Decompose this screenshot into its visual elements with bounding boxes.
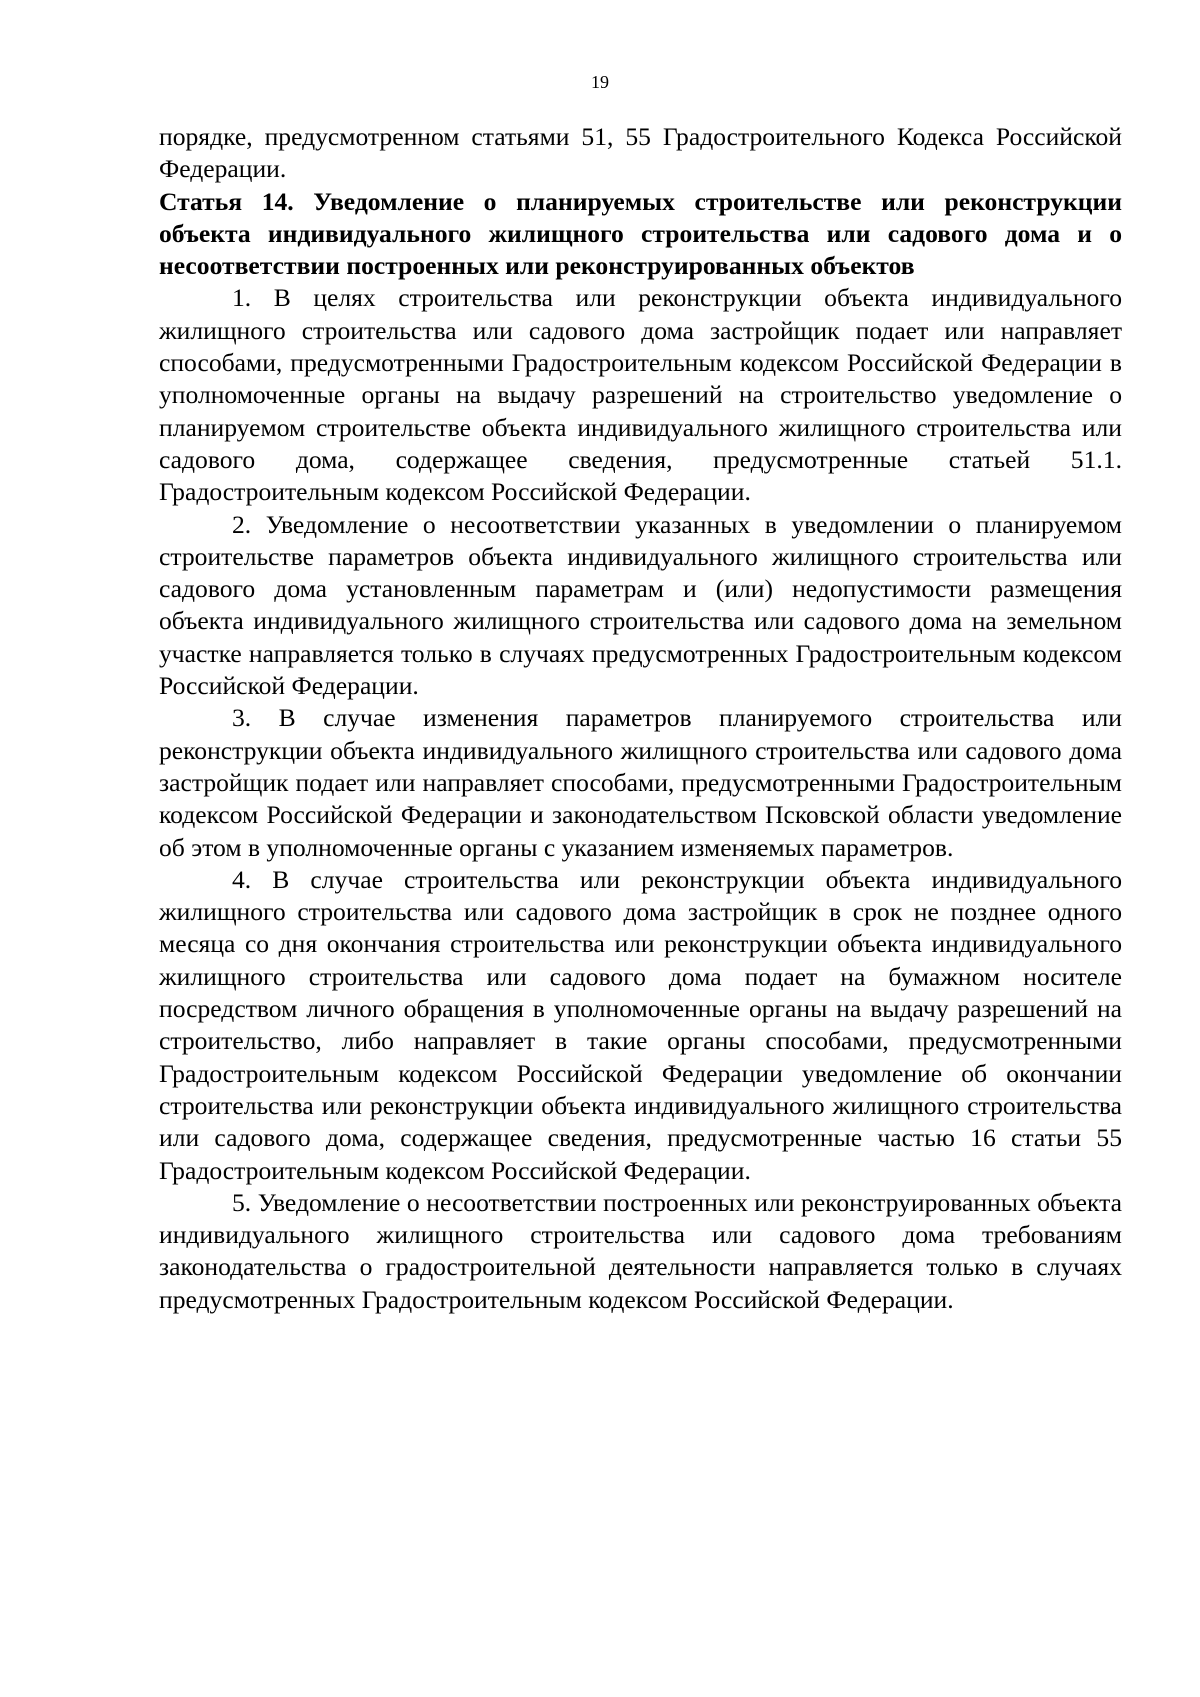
article-heading: Статья 14. Уведомление о планируемых строительстве или реконструкции объекта индивидуального жилищного строительства или садового дома и о несоответствии построенных или реконструированных объектов [159, 186, 1122, 281]
article-paragraph-5: 5. Уведомление о несоответствии построенных или реконструированных объекта индивидуального жилищного строительства или садового дома требованиям законодательства о градостроительной деятельности направляется только в случаях предусмотренных Градостроительным кодексом Российской Федерации. [159, 1187, 1122, 1314]
continuation-paragraph: порядке, предусмотренном статьями 51, 55 Градостроительного Кодекса Российской Федерации. [159, 122, 1122, 184]
document-body [159, 121, 1122, 1316]
article-paragraph-3: 3. В случае изменения параметров планируемого строительства или реконструкции объекта индивидуального жилищного строительства или садового дома застройщик подает или направляет способами, предусмотренными Градостроительным кодексом Российской Федерации и законодательством Псковской области уведомление об этом в уполномоченные органы с указанием изменяемых параметров. [159, 703, 1122, 862]
article-paragraph-2: 2. Уведомление о несоответствии указанных в уведомлении о планируемом строительстве параметров объекта индивидуального жилищного строительства или садового дома установленным параметрам и (или) недопустимости размещения объекта индивидуального жилищного строительства или садового дома на земельном участке направляется только в случаях предусмотренных Градостроительным кодексом Российской Федерации. [159, 509, 1122, 701]
article-paragraph-4: 4. В случае строительства или реконструкции объекта индивидуального жилищного строительства или садового дома застройщик в срок не позднее одного месяца со дня окончания строительства или реконструкции объекта индивидуального жилищного строительства или садового дома подает на бумажном носителе посредством личного обращения в уполномоченные органы на выдачу разрешений на строительство, либо направляет в такие органы способами, предусмотренными Градостроительным кодексом Российской Федерации уведомление об окончании строительства или реконструкции объекта индивидуального жилищного строительства или садового дома, содержащее сведения, предусмотренные частью 16 статьи 55 Градостроительным кодексом Российской Федерации. [159, 864, 1122, 1185]
article-paragraph-1: 1. В целях строительства или реконструкции объекта индивидуального жилищного строительства или садового дома застройщик подает или направляет способами, предусмотренными Градостроительным кодексом Российской Федерации в уполномоченные органы на выдачу разрешений на строительство уведомление о планируемом строительстве объекта индивидуального жилищного строительства или садового дома, содержащее сведения, предусмотренные статьей 51.1. Градостроительным кодексом Российской Федерации. [159, 283, 1122, 507]
page-number: 19 [591, 72, 609, 92]
